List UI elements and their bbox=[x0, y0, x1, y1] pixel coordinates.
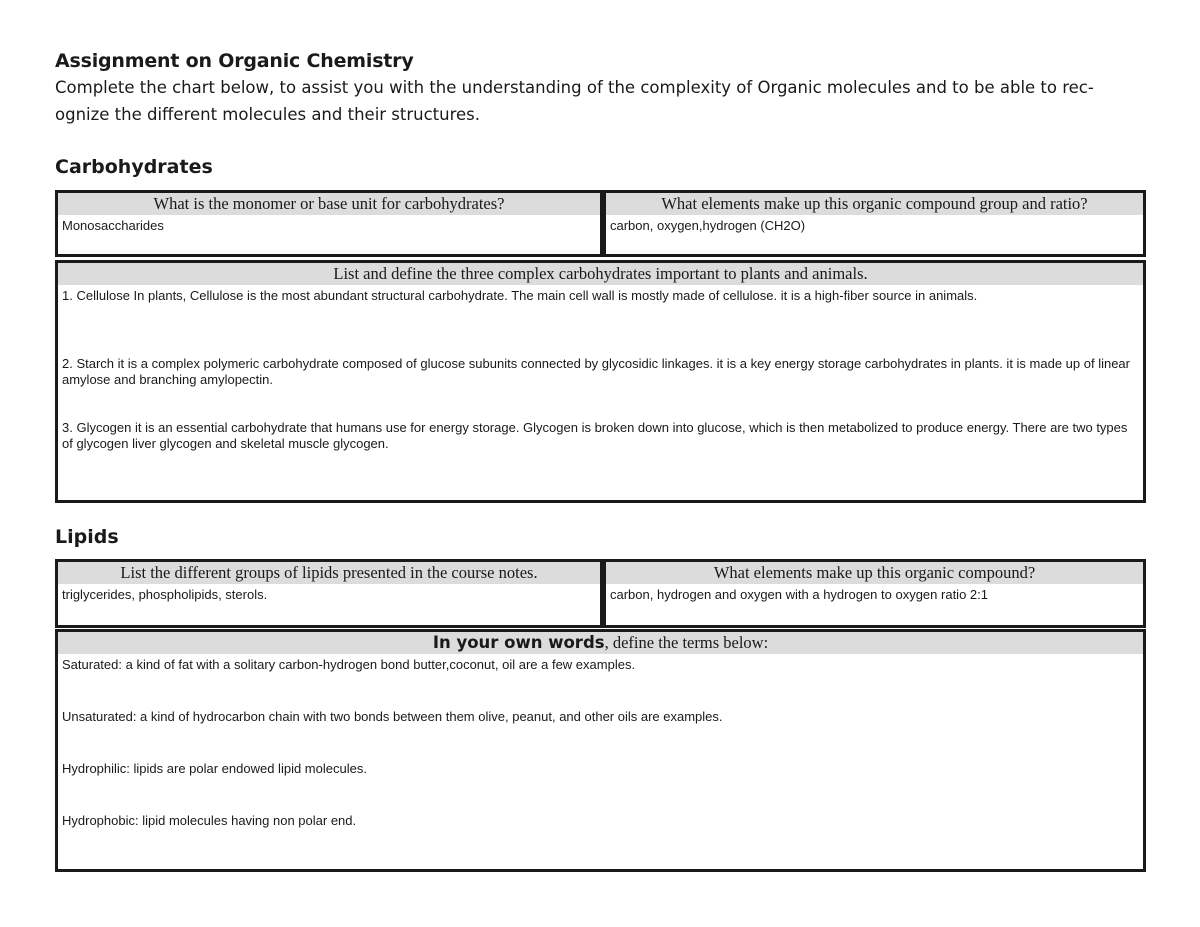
terms-header bbox=[58, 632, 1143, 654]
term-hydrophobic: Hydrophobic: lipid molecules having non polar end. bbox=[62, 813, 357, 828]
complex-carbs-header: List and define the three complex carbohydrates important to plants and animals. bbox=[58, 263, 1143, 285]
monomer-header: What is the monomer or base unit for carbohydrates? bbox=[58, 193, 600, 215]
lipids-question-table bbox=[55, 559, 1146, 628]
intro-text bbox=[55, 74, 1140, 128]
lipid-elements-cell bbox=[606, 562, 1143, 625]
carb-item-cellulose: 1. Cellulose In plants, Cellulose is the most abundant structural carbohydrate. The main cell wall is mostly made of cellulose. it is a high-fiber source in animals. bbox=[62, 288, 978, 303]
term-saturated: Saturated: a kind of fat with a solitary carbon-hydrogen bond butter,coconut, oil are a few examples. bbox=[62, 657, 636, 672]
lipid-terms-table bbox=[55, 629, 1146, 872]
lipid-groups-cell bbox=[58, 562, 600, 625]
page-title: Assignment on Organic Chemistry bbox=[55, 50, 414, 72]
intro-line-1: Complete the chart below, to assist you with the understanding of the complexity of Organic molecules and to be able to rec- bbox=[55, 78, 1094, 97]
carbohydrates-question-table bbox=[55, 190, 1146, 257]
complex-carbohydrates-table bbox=[55, 260, 1146, 503]
monomer-answer[interactable]: Monosaccharides bbox=[62, 218, 164, 233]
term-hydrophilic: Hydrophilic: lipids are polar endowed lipid molecules. bbox=[62, 761, 367, 776]
lipid-elements-answer[interactable]: carbon, hydrogen and oxygen with a hydrogen to oxygen ratio 2:1 bbox=[610, 587, 988, 602]
monomer-cell bbox=[58, 193, 600, 254]
carb-item-glycogen: 3. Glycogen it is an essential carbohydrate that humans use for energy storage. Glycogen is broken down into glucose, which is then metabolized to produce energy. There are two types of glycogen liver glycogen and skeletal muscle glycogen. bbox=[62, 420, 1128, 451]
carbohydrates-title: Carbohydrates bbox=[55, 156, 213, 178]
terms-answer[interactable] bbox=[58, 654, 1143, 829]
terms-header-bold: In your own words bbox=[432, 633, 605, 652]
complex-carbs-answer[interactable] bbox=[58, 285, 1143, 452]
intro-line-2: ognize the different molecules and their structures. bbox=[55, 105, 481, 124]
carb-item-starch: 2. Starch it is a complex polymeric carbohydrate composed of glucose subunits connected by glycosidic linkages. it is a key energy storage carbohydrates in plants. it is made up of linear amylose and branching amylopectin. bbox=[62, 356, 1130, 387]
elements-cell bbox=[606, 193, 1143, 254]
lipids-title: Lipids bbox=[55, 526, 119, 548]
term-unsaturated: Unsaturated: a kind of hydrocarbon chain with two bonds between them olive, peanut, and other oils are examples. bbox=[62, 709, 723, 724]
elements-answer[interactable]: carbon, oxygen,hydrogen (CH2O) bbox=[610, 218, 806, 233]
lipid-elements-header: What elements make up this organic compound? bbox=[606, 562, 1143, 584]
lipid-groups-answer[interactable]: triglycerides, phospholipids, sterols. bbox=[62, 587, 268, 602]
document-page bbox=[55, 50, 1146, 828]
terms-header-rest: , define the terms below: bbox=[604, 633, 769, 652]
elements-header: What elements make up this organic compound group and ratio? bbox=[606, 193, 1143, 215]
lipid-groups-header: List the different groups of lipids presented in the course notes. bbox=[58, 562, 600, 584]
